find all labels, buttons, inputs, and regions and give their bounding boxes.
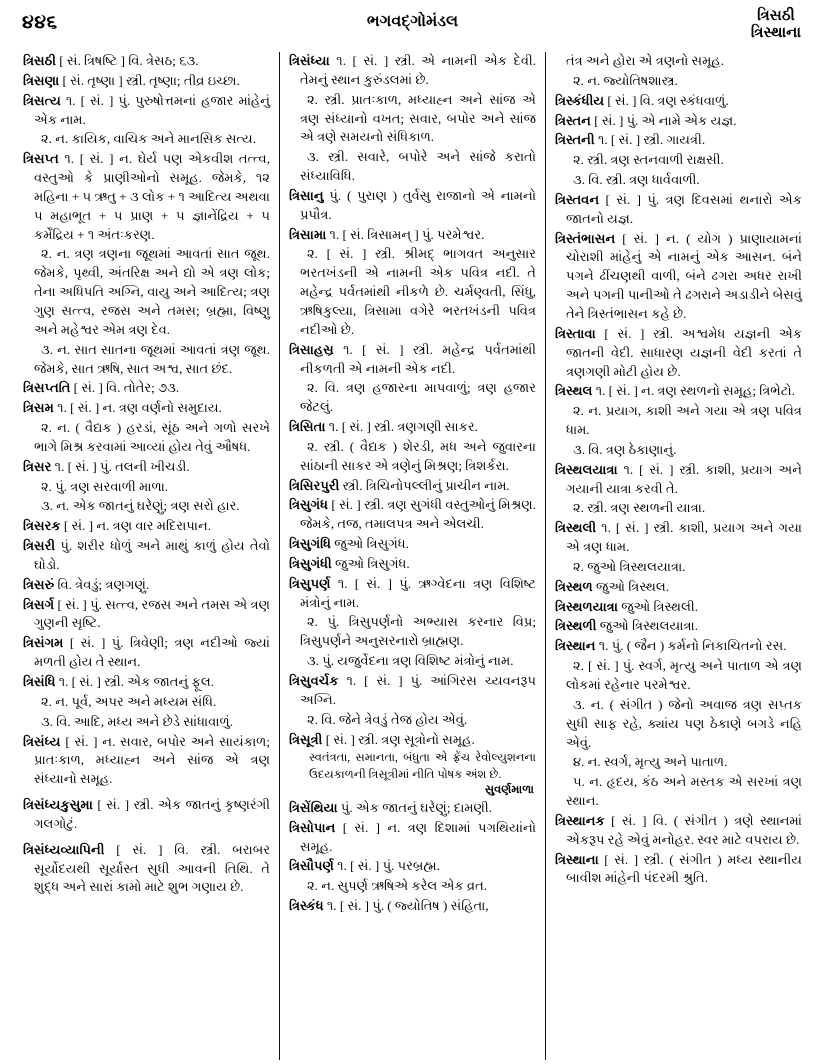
- dictionary-entry: [23, 150, 270, 244]
- entry-definition: [ સં. ] ન. સવાર, બપોર અને સાયંકાળ; પ્રાતઃકાળ, મધ્યાહ્ન અને સાંજ એ ત્રણ સંધ્યાનો સમૂહ.: [34, 733, 270, 787]
- entry-definition: [ સં. ત્રિષષ્ટિ ] વિ. ત્રેસઠ; ૬૩.: [55, 53, 199, 68]
- entry-definition: [ સં. ] વિ. તોતેર; ૭૩.: [70, 380, 180, 396]
- dictionary-entry: [555, 578, 802, 597]
- entry-headword: ત્રિસંગમ: [23, 635, 64, 651]
- entry-headword: ત્રિસ્થાન: [555, 638, 596, 654]
- definition-sense: ૨. પું. ત્રિસુપર્ણનો અભ્યાસ કરનાર વિપ્ર; ત્રિસુપર્ણને અનુસરનારો બ્રાહ્મણ.: [300, 614, 536, 649]
- definition-sense: ૨. [ સં. ] સ્ત્રી. શ્રીમદ્ ભાગવત અનુસાર ભરતખંડની એ નામની એક પવિત્ર નદી. તે મહેન્દ્ર પર્વતમાંથી નીકળે છે. ચર્મણ્વતી, સિંધુ, ઋષિકુલ્યા, ત્રિસામા વગેરે ભરતખંડની પવિત્ર નદીઓ છે.: [300, 246, 536, 337]
- guide-word-last: ત્રિસ્થાના: [750, 25, 801, 42]
- entry-headword: ત્રિસામા: [289, 226, 327, 242]
- entry-headword: ત્રિસુગંધ: [289, 497, 329, 513]
- entry-definition: [ સં. ] સ્ત્રી. ( સંગીત ) મધ્ય સ્થાનીય બાવીશ માંહેની પંદરમી શ્રુતિ.: [566, 851, 802, 886]
- entry-definition: [ સં. ] વિ. ( સંગીત ) ત્રણે સ્થાનમાં એકરૂપ રહે એવું મનોહર. સ્વર માટે વપરાય છે.: [566, 812, 802, 847]
- entry-definition: ૧. [ સં. ] ન. ઘેર્ય પણ એકવીશ તત્ત્વ, વસ્તુઓ કે પ્રાણીઓનો સમૂહ. જેમકે, ૧૨ મહિના + ૫ ઋતુ + ૩ લોક + ૧ આદિત્ય અથવા ૫ મહાભૂત + ૫ પ્રાણ + ૫ જ્ઞાનેંદ્રિય + ૫ કર્મેંદ્રિય + ૧ અંતઃકરણ.: [34, 151, 270, 242]
- entry-headword: ત્રિસંધ્યકુસુમા: [23, 797, 93, 813]
- dictionary-entry: [289, 52, 536, 90]
- dictionary-entry: [289, 819, 536, 857]
- dictionary-entry: [555, 325, 802, 382]
- definition-sense: ૩. ન. ( સંગીત ) જેનો અવાજ ત્રણ સપ્તક સુધી સાફ રહે, ક્યાંય પણ ઠેકાણે બગડે નહિ એવું.: [566, 696, 802, 750]
- entry-definition: જુઓ ત્રિસ્થલી.: [617, 598, 698, 614]
- entry-headword: ત્રિસિતા: [289, 419, 326, 435]
- definition-sense: ૨. સ્ત્રી. ત્રણ સ્તનવાળી રાક્ષસી.: [573, 152, 724, 168]
- dictionary-entry: [555, 112, 802, 131]
- entry-definition: ૧. [ સં. ] પું. પરબ્રહ્મ.: [333, 858, 440, 874]
- dictionary-entry: [555, 92, 802, 111]
- entry-definition: ૧. [ સં. ] પું. તલની ખીચડી.: [51, 458, 190, 474]
- entry-headword: ત્રિસ્તાવા: [555, 325, 596, 341]
- entry-definition: જુઓ ત્રિસુગંધ.: [331, 555, 410, 571]
- entry-headword: ત્રિસપ્ત: [23, 151, 59, 167]
- entry-definition: સ્ત્રી. ત્રિચિનોપલ્લીનું પ્રાચીન નામ.: [339, 477, 510, 493]
- dictionary-entry: [555, 851, 802, 889]
- page-number: ૪૪૬: [22, 12, 58, 33]
- entry-definition: [ સં. ] સ્ત્રી. એક જાતનું કૃષ્ણરંગી ગલગોટું.: [34, 797, 270, 831]
- entry-headword: ત્રિસંધ્ય: [23, 733, 61, 749]
- definition-sense: ૨. ન. જ્યોતિષશાસ્ત્ર.: [573, 72, 678, 88]
- entry-headword: ત્રિસ્તની: [555, 132, 595, 148]
- dictionary-entry: [23, 379, 270, 398]
- entry-headword: ત્રિસપ્તતિ: [23, 380, 71, 396]
- dictionary-entry: [289, 496, 536, 534]
- entry-headword: ત્રિસુગંધી: [289, 555, 332, 571]
- guide-word-first: ત્રિસઠી: [757, 8, 795, 24]
- entry-headword: ત્રિસણા: [23, 72, 60, 88]
- dictionary-entry: [23, 458, 270, 477]
- entry-headword: ત્રિસરું: [23, 576, 55, 592]
- entry-definition: ૧. [ સં. ] ન. ત્રણ સ્થળનો સમૂહ; ત્રિભેટો.: [592, 383, 795, 399]
- dictionary-entry: [23, 673, 270, 692]
- entry-definition: ૧. પું. ( જૈન ) કર્મનો નિકાચિતનો રસ.: [595, 638, 787, 654]
- dictionary-entry: [289, 857, 536, 876]
- dictionary-entry: [289, 477, 536, 496]
- definition-sense: ૩. પું. યજુર્વેદના ત્રણ વિશિષ્ટ મંત્રોનું નામ.: [307, 653, 514, 669]
- entry-definition: ૧. [ સં. ] પું. પુરુષોત્તમનાં હજાર માંહેનું એક નામ.: [34, 92, 270, 127]
- definition-sense: ૩. વિ. આદિ, મધ્ય અને છેડે સાંધાવાળું.: [41, 713, 233, 729]
- entry-headword: ત્રિસાનુ: [289, 187, 324, 203]
- entry-definition: ૧. [ સં. ] સ્ત્રી. ગાયત્રી.: [594, 132, 706, 148]
- dictionary-entry: [23, 841, 270, 898]
- dictionary-entry: [23, 634, 270, 672]
- entry-headword: ત્રિસંધ્યા: [289, 53, 330, 68]
- entry-headword: ત્રિસુપર્ણ: [289, 575, 331, 591]
- entry-definition: જુઓ ત્રિસુગંધ.: [331, 536, 409, 552]
- citation-source: સુવર્ણમાળા: [484, 783, 534, 796]
- entry-headword: ત્રિસત્ય: [23, 92, 61, 108]
- definition-sense: ૨. વિ. જેને ત્રેવડું તેજ હોય એવું.: [307, 711, 468, 727]
- entry-headword: ત્રિસંધ્યવ્યાપિની: [23, 841, 105, 857]
- dictionary-entry: [289, 341, 536, 379]
- entry-headword: ત્રિસ્થળ: [555, 578, 593, 594]
- definition-sense: ૨. ન. પૂર્વ, અપર અને મધ્યમ સંધિ.: [41, 693, 217, 709]
- entry-definition: [ સં. ] સ્ત્રી. ત્રણ સૂત્રોનો સમૂહ.: [322, 731, 475, 747]
- entry-headword: ત્રિસ્થાના: [555, 851, 599, 867]
- entry-headword: ત્રિસ્થળી: [555, 618, 597, 634]
- dictionary-entry: [23, 52, 270, 71]
- definition-sense: ૩. વિ. ત્રણ ઠેકાણાનું.: [573, 441, 677, 457]
- entry-definition: જુઓ ત્રિસ્થલયાત્રા.: [596, 618, 698, 634]
- entry-definition: [ સં. ] વિ. ત્રણ સ્કંધવાળું.: [604, 92, 729, 108]
- dictionary-entry: [555, 617, 802, 636]
- entry-definition: ૧. [ સં. ] ન. ત્રણ વર્ણનો સમુદાય.: [53, 400, 222, 416]
- entry-headword: ત્રિસર: [23, 458, 52, 474]
- entry-definition: [ સં. ] પું. ત્રિવેણી; ત્રણ નદીઓ જ્યાં મળતી હોય તે સ્થાન.: [34, 635, 270, 670]
- dictionary-entry: [555, 131, 802, 150]
- entry-definition: [ સં. ] પું. એ નામે એક યજ્ઞ.: [590, 112, 737, 128]
- dictionary-entry: [289, 535, 536, 554]
- entry-headword: ત્રિસિરપુરી: [289, 477, 340, 493]
- dictionary-entry: [23, 733, 270, 790]
- entry-definition: ૧. [ સં. ] પું. આંગિરસ ચ્યવનરૂપ અગ્નિ.: [300, 673, 536, 707]
- column-left: [14, 52, 279, 1060]
- entry-definition: પું. શરીર ધોળું અને માથું કાળું હોય તેવો ઘોડો.: [34, 538, 270, 572]
- entry-headword: ત્રિસ્કંધ: [289, 898, 324, 914]
- entry-definition: પું. ( પુરાણ ) તુર્વસુ રાજાનો એ નામનો પ્રપૌત્ર.: [300, 187, 536, 222]
- entry-headword: ત્રિસ્થલ: [555, 383, 593, 399]
- entry-definition: [ સં. ] ન. ( યોગ ) પ્રાણાયામનાં ચોરાશી માંહેનું એ નામનું એક આસન. બંને પગને ઢીંચણથી વાળી, બંને ઢગરા અધર રાખી અને પગની પાનીઓ તે ઢગરાને અડાડીને બેસવું તેને ત્રિસ્તંભાસન કહે છે.: [566, 230, 802, 321]
- definition-sense: ૨. ન. કાયિક, વાચિક અને માનસિક સત્ય.: [41, 131, 256, 147]
- dictionary-entry: [555, 461, 802, 499]
- dictionary-entry: [23, 596, 270, 634]
- entry-definition: [ સં. ] વિ. સ્ત્રી. બરાબર સૂર્યોદયથી સૂર્યાસ્ત સુધી આવની તિથિ. તે શુદ્ધ અને સારાં કામો માટે શુભ ગણાય છે.: [34, 841, 270, 895]
- entry-definition: ૧. [ સં. ] સ્ત્રી. મહેન્દ્ર પર્વતમાંથી નીકળતી એ નામની એક નદી.: [300, 341, 536, 376]
- entry-headword: ત્રિસ્થળયાત્રા: [555, 598, 618, 614]
- dictionary-entry: [555, 637, 802, 656]
- entry-headword: ત્રિસોપાન: [289, 819, 336, 835]
- definition-sense: ૨. ન. પ્રયાગ, કાશી અને ગયા એ ત્રણ પવિત્ર ધામ.: [566, 403, 802, 438]
- running-head: [14, 6, 811, 52]
- dictionary-entry: [555, 230, 802, 324]
- entry-headword: ત્રિસરક: [23, 518, 61, 534]
- dictionary-entry: [23, 796, 270, 834]
- entry-headword: ત્રિસરી: [23, 538, 56, 554]
- definition-sense: ૨. [ સં. ] પું. સ્વર્ગ, મૃત્યુ અને પાતાળ એ ત્રણ લોકમાં રહેનાર પરમેશ્વર.: [566, 658, 802, 692]
- dictionary-entry: [289, 555, 536, 574]
- entry-headword: ત્રિસાહસ્ર: [289, 341, 334, 357]
- dictionary-entry: [289, 575, 536, 613]
- entry-definition: વિ. ત્રેવડું; ત્રણગણું.: [54, 576, 150, 592]
- entry-definition: [ સં. ] ન. ત્રણ દિશામાં પગથિયાંનો સમૂહ.: [300, 819, 536, 854]
- entry-headword: ત્રિસ્થલી: [555, 520, 597, 536]
- entry-definition: [ સં. ] ન. ત્રણ વાર મદિરાપાન.: [60, 518, 212, 534]
- entry-definition: [ સં. ] પું. સત્ત્વ, રજસ અને તમસ એ ત્રણ ગુણની સૃષ્ટિ.: [34, 596, 270, 631]
- entry-headword: ત્રિસૌપર્ણ: [289, 858, 334, 874]
- entry-headword: ત્રિસ્તવન: [555, 191, 600, 207]
- entry-definition: [ સં. તૃષ્ણા ] સ્ત્રી. તૃષ્ણા; તીવ્ર ઇચ્છા.: [59, 72, 240, 88]
- entry-definition: ૧. [ સં. ] પું. ( જ્યોતિષ ) સંહિતા,: [323, 898, 489, 914]
- entry-definition: ૧. [ સં. ] સ્ત્રી. એક જાતનું ફૂલ.: [55, 674, 215, 689]
- entry-headword: ત્રિસુવર્ચક: [289, 673, 339, 688]
- definition-sense: ૨. પું. ત્રણ સરવાળી માળા.: [41, 478, 169, 494]
- entry-headword: ત્રિસ્થલયાત્રા: [555, 461, 618, 477]
- definition-sense: ૪. ન. સ્વર્ગ, મૃત્યુ અને પાતાળ.: [573, 754, 728, 770]
- definition-sense: ૨. ન. સુપર્ણ ઋષિએ કરેલ એક વ્રત.: [307, 878, 488, 894]
- entry-definition: [ સં. ] સ્ત્રી. ત્રણ સુગંધી વસ્તુઓનું મિશ્રણ. જેમકે, તજ, તમાલપત્ર અને એલચી.: [300, 497, 536, 532]
- definition-sense: ૨. જુઓ ત્રિસ્થલયાત્રા.: [573, 558, 686, 574]
- entry-headword: ત્રિસ્તન: [555, 112, 591, 128]
- definition-sense: ૨. સ્ત્રી. ત્રણ સ્થળની યાત્રા.: [573, 500, 706, 516]
- entry-headword: ત્રિસ્થાનક: [555, 812, 605, 828]
- entry-definition: ૧. [ સં. ] સ્ત્રી. કાશી, પ્રયાગ અને ગયા એ ત્રણ ધામ.: [566, 520, 802, 555]
- definition-sense: ૩. સ્ત્રી. સવારે, બપોરે અને સાંજે કરાતો સંધ્યાવિધિ.: [300, 149, 536, 184]
- definition-sense: તંત્ર અને હોરા એ ત્રણનો સમૂહ.: [566, 53, 724, 68]
- entry-headword: ત્રિસ્કંધીય: [555, 92, 605, 108]
- dictionary-entry: [23, 517, 270, 536]
- dictionary-entry: [289, 187, 536, 225]
- entry-headword: ત્રિસર્ગ: [23, 596, 55, 612]
- book-title: ભગવદ્ગોમંડલ: [366, 13, 459, 30]
- dictionary-entry: [289, 731, 536, 750]
- entry-definition: ૧. [ સં. ] સ્ત્રી. કાશી, પ્રયાગ અને ગયાની યાત્રા કરવી તે.: [566, 461, 802, 496]
- entry-definition: ૧. [ સં. ] પું. ઋગ્વેદના ત્રણ વિશિષ્ટ મંત્રોનું નામ.: [300, 575, 536, 610]
- column-right: [545, 52, 811, 1060]
- dictionary-entry: [23, 399, 270, 418]
- definition-sense: ૨. વિ. ત્રણ હજારના માપવાળું; ત્રણ હજાર જેટલું.: [300, 380, 536, 415]
- dictionary-entry: [289, 226, 536, 245]
- entry-definition: પું. એક જાતનું ઘરેણું; દામણી.: [337, 799, 492, 815]
- definition-sense: ૨. ન. ત્રણ ત્રણના જૂથમાં આવતાં સાત જૂથ. જેમકે, પૃથ્વી, અંતરિક્ષ અને દ્યો એ ત્રણ લોક; તેના અધિપતિ અગ્નિ, વાયુ અને આદિત્ય; ત્રણ ગુણ સત્ત્વ, રજસ અને તમસ; બ્રહ્મા, વિષ્ણુ અને મહેશ્વર એમ ત્રણ દેવ.: [34, 246, 270, 337]
- entry-headword: ત્રિસુગંધિ: [289, 536, 331, 552]
- column-middle: [279, 52, 545, 1060]
- dictionary-entry: [555, 519, 802, 557]
- column-container: [14, 52, 811, 1060]
- entry-definition: ૧. [ સં. ] સ્ત્રી. એ નામની એક દેવી. તેમનું સ્થાન કુરુંડલમાં છે.: [300, 53, 536, 87]
- dictionary-entry: [289, 418, 536, 437]
- entry-definition: [ સં. ] પું. ત્રણ દિવસમાં થનારો એક જાતનો યજ્ઞ.: [566, 191, 802, 226]
- definition-sense: ૩. વિ. સ્ત્રી. ત્રણ ધાર્વવાળી.: [573, 172, 700, 188]
- definition-sense: ૨. સ્ત્રી. ( વૈદ્યક ) શેરડી, મધ અને જુવારના સાંઠાની સાકર એ ત્રણેનું મિશ્રણ; ત્રિશર્કરા.: [300, 438, 536, 473]
- entry-definition: ૧. [ સં. ત્રિસામન્ ] પું. પરમેશ્વર.: [326, 226, 485, 242]
- definition-sense: ૫. ન. હૃદય, કંઠ અને મસ્તક એ સરખાં ત્રણ સ્થાન.: [566, 774, 802, 809]
- dictionary-entry: [289, 672, 536, 710]
- citation-quote: સ્વતંત્રતા, સમાનતા, બંધુતા એ ફ્રેંચ રેવોલ્યુશનના ઉદયકાળની ત્રિસૂત્રીમાં નીતિ પોષક અંશ છે.: [309, 751, 536, 781]
- entry-headword: ત્રિસ્તંભાસન: [555, 230, 616, 246]
- entry-headword: ત્રિસેંથિયા: [289, 799, 338, 815]
- dictionary-entry: [23, 576, 270, 595]
- entry-headword: ત્રિસંધિ: [23, 674, 56, 689]
- dictionary-entry: [555, 191, 802, 229]
- definition-sense: ૩. ન. એક જાતનું ઘરેણું; ત્રણ સરો હાર.: [41, 498, 240, 514]
- dictionary-entry: [555, 598, 802, 617]
- entry-headword: ત્રિસમ: [23, 400, 54, 416]
- dictionary-entry: [555, 812, 802, 850]
- dictionary-entry: [23, 92, 270, 130]
- entry-definition: ૧. [ સં. ] સ્ત્રી. ત્રણગણી સાકર.: [325, 419, 478, 435]
- entry-definition: જુઓ ત્રિસ્થલ.: [592, 578, 670, 594]
- definition-sense: ૨. ન. ( વૈદ્યક ) હરડાં, સૂંઠ અને ગળો સરખે ભાગે મિશ્ર કરવામાં આવ્યાં હોય તેવું ઔષધ.: [34, 420, 270, 454]
- definition-sense: ૩. ન. સાત સાતના જૂથમાં આવતાં ત્રણ જૂથ. જેમકે, સાત ઋષિ, સાત અશ્વ, સાત છંદ.: [34, 341, 270, 376]
- entry-definition: [ સં. ] સ્ત્રી. અશ્વમેધ યજ્ઞની એક જાતની વેદી. સાધારણ યજ્ઞની વેદી કરતાં તે ત્રણગણી મોટી હોય છે.: [566, 325, 802, 379]
- dictionary-entry: [23, 537, 270, 575]
- entry-headword: ત્રિસઠી: [23, 53, 56, 68]
- dictionary-entry: [555, 382, 802, 401]
- definition-sense: ૨. સ્ત્રી. પ્રાતઃકાળ, મધ્યાહ્ન અને સાંજ એ ત્રણ સંધ્યાનો વખત; સવાર, બપોર અને સાંજ એ ત્રણે સમયનો સંધિકાળ.: [300, 91, 536, 145]
- guide-words: [751, 8, 801, 43]
- dictionary-entry: [289, 897, 536, 916]
- entry-headword: ત્રિસૂત્રી: [289, 731, 323, 747]
- dictionary-entry: [289, 799, 536, 818]
- dictionary-entry: [23, 72, 270, 91]
